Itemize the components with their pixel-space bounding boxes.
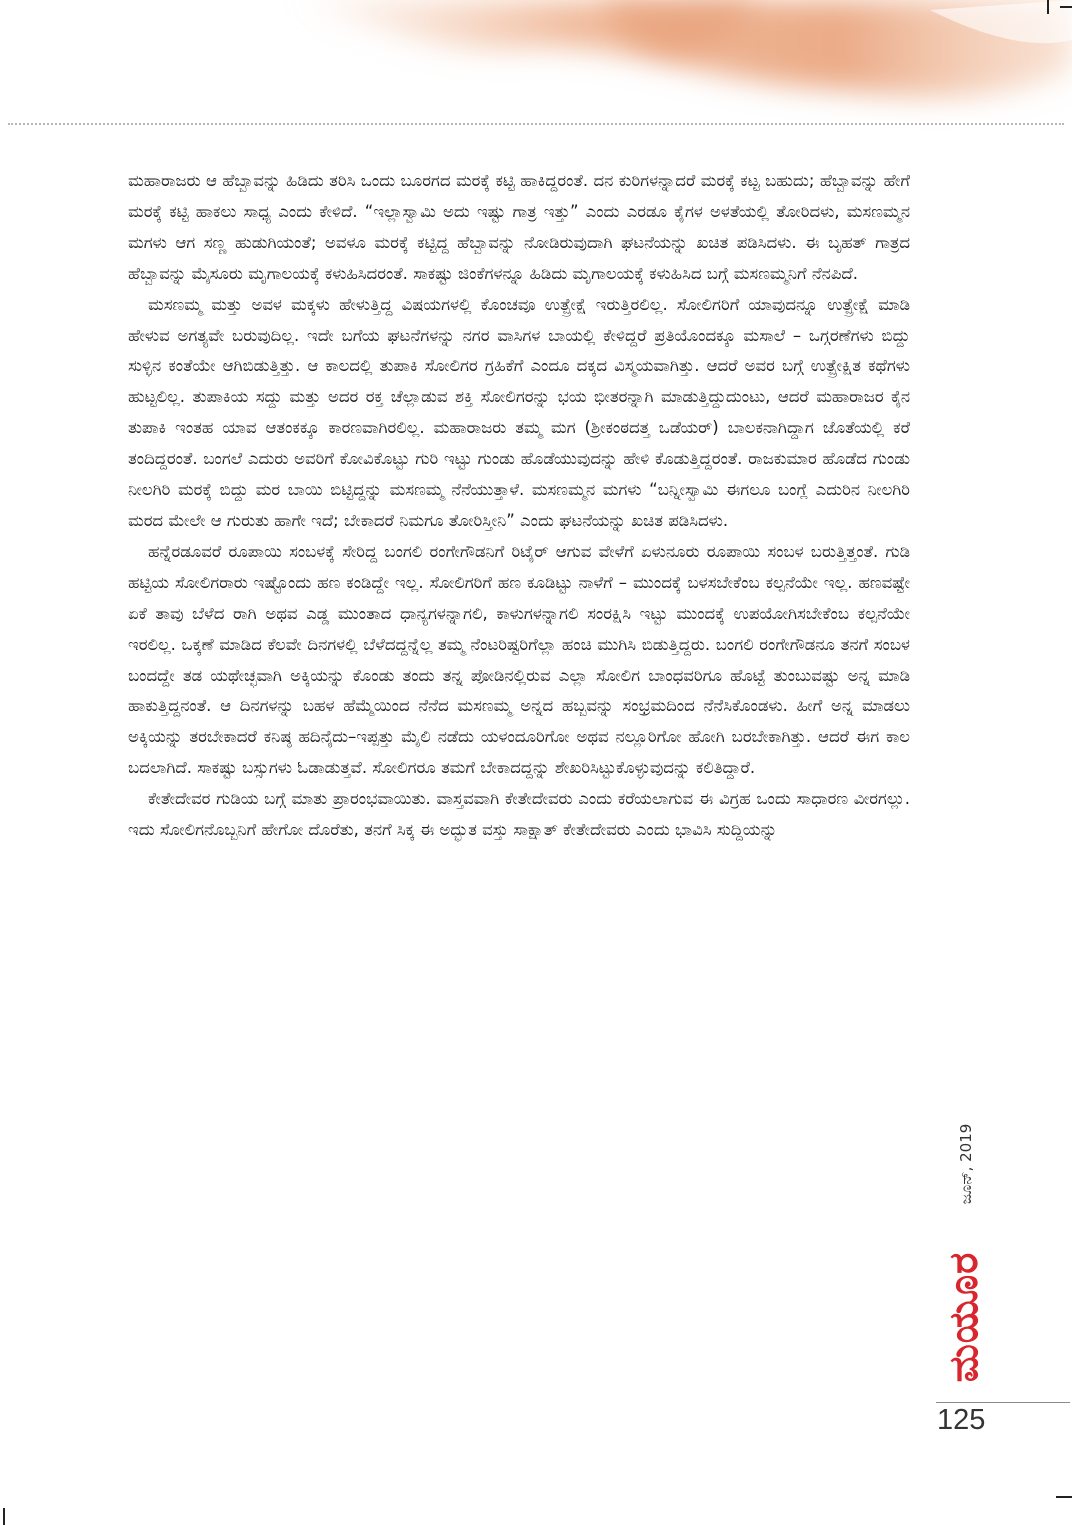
article-paragraph-2: ಮಸಣಮ್ಮ ಮತ್ತು ಅವಳ ಮಕ್ಕಳು ಹೇಳುತ್ತಿದ್ದ ವಿಷಯಗಳಲ್ಲಿ ಕೊಂಚವೂ ಉತ್ಪ್ರೇಕ್ಷೆ ಇರುತ್ತಿರಲಿಲ್ಲ. ಸೋಲಿಗರಿಗೆ ಯಾವುದನ್ನೂ ಉತ್ಪ್ರೇಕ್ಷೆ ಮಾಡಿ ಹೇಳುವ ಅಗತ್ಯವೇ ಬರುವುದಿಲ್ಲ. ಇದೇ ಬಗೆಯ ಘಟನೆಗಳನ್ನು ನಗರ ವಾಸಿಗಳ ಬಾಯಲ್ಲಿ ಕೇಳಿದ್ದರೆ ಪ್ರತಿಯೊಂದಕ್ಕೂ ಮಸಾಲೆ – ಒಗ್ಗರಣೆಗಳು ಬಿದ್ದು ಸುಳ್ಳಿನ ಕಂತೆಯೇ ಆಗಿಬಿಡುತ್ತಿತ್ತು. ಆ ಕಾಲದಲ್ಲಿ ತುಪಾಕಿ ಸೋಲಿಗರ ಗ್ರಹಿಕೆಗೆ ಎಂದೂ ದಕ್ಕದ ವಿಸ್ಮಯವಾಗಿತ್ತು. ಆದರೆ ಅವರ ಬಗ್ಗೆ ಉತ್ಪ್ರೇಕ್ಷಿತ ಕಥೆಗಳು ಹುಟ್ಟಲಿಲ್ಲ. ತುಪಾಕಿಯ ಸದ್ದು ಮತ್ತು ಅದರ ರಕ್ತ ಚೆಲ್ಲಾಡುವ ಶಕ್ತಿ ಸೋಲಿಗರನ್ನು ಭಯ ಭೀತರನ್ನಾಗಿ ಮಾಡುತ್ತಿದ್ದುದುಂಟು, ಆದರೆ ಮಹಾರಾಜರ ಕೈನ ತುಪಾಕಿ ಇಂತಹ ಯಾವ ಆತಂಕಕ್ಕೂ ಕಾರಣವಾಗಿರಲಿಲ್ಲ. ಮಹಾರಾಜರು ತಮ್ಮ ಮಗ (ಶ್ರೀಕಂಠದತ್ತ ಒಡೆಯರ್) ಬಾಲಕನಾಗಿದ್ದಾಗ ಜೊತೆಯಲ್ಲಿ ಕರೆ ತಂದಿದ್ದರಂತೆ. ಬಂಗಲೆ ಎದುರು ಅವರಿಗೆ ಕೋವಿಕೊಟ್ಟು ಗುರಿ ಇಟ್ಟು ಗುಂಡು ಹೊಡೆಯುವುದನ್ನು ಹೇಳಿ ಕೊಡುತ್ತಿದ್ದರಂತೆ. ರಾಜಕುಮಾರ ಹೊಡೆದ ಗುಂಡು ನೀಲಗಿರಿ ಮರಕ್ಕೆ ಬಿದ್ದು ಮರ ಬಾಯಿ ಬಿಟ್ಟಿದ್ದನ್ನು ಮಸಣಮ್ಮ ನೆನೆಯುತ್ತಾಳೆ. ಮಸಣಮ್ಮನ ಮಗಳು “ಬನ್ನೀಸ್ವಾಮಿ ಈಗಲೂ ಬಂಗ್ಲೆ ಎದುರಿನ ನೀಲಗಿರಿ ಮರದ ಮೇಲೇ ಆ ಗುರುತು ಹಾಗೇ ಇದೆ; ಬೇಕಾದರೆ ನಿಮಗೂ ತೋರಿಸ್ತೀನಿ” ಎಂದು ಘಟನೆಯನ್ನು ಖಚಿತ ಪಡಿಸಿದಳು. <box>128 294 910 530</box>
folio-rule <box>936 1402 1070 1403</box>
article-paragraph-1: ಮಹಾರಾಜರು ಆ ಹೆಬ್ಬಾವನ್ನು ಹಿಡಿದು ತರಿಸಿ ಒಂದು ಬೂರಗದ ಮರಕ್ಕೆ ಕಟ್ಟಿ ಹಾಕಿದ್ದರಂತೆ. ದನ ಕುರಿಗಳನ್ನಾದರೆ ಮರಕ್ಕೆ ಕಟ್ಟ ಬಹುದು; ಹೆಬ್ಬಾವನ್ನು ಹೇಗೆ ಮರಕ್ಕೆ ಕಟ್ಟಿ ಹಾಕಲು ಸಾಧ್ಯ ಎಂದು ಕೇಳಿದೆ. “ಇಲ್ಲಾಸ್ವಾಮಿ ಅದು ಇಷ್ಟು ಗಾತ್ರ ಇತ್ತು” ಎಂದು ಎರಡೂ ಕೈಗಳ ಅಳತೆಯಲ್ಲಿ ತೋರಿದಳು, ಮಸಣಮ್ಮನ ಮಗಳು ಆಗ ಸಣ್ಣ ಹುಡುಗಿಯಂತೆ; ಅವಳೂ ಮರಕ್ಕೆ ಕಟ್ಟಿದ್ದ ಹೆಬ್ಬಾವನ್ನು ನೋಡಿರುವುದಾಗಿ ಘಟನೆಯನ್ನು ಖಚಿತ ಪಡಿಸಿದಳು. ಈ ಬೃಹತ್ ಗಾತ್ರದ ಹೆಬ್ಬಾವನ್ನು ಮೈಸೂರು ಮೃಗಾಲಯಕ್ಕೆ ಕಳುಹಿಸಿದರಂತೆ. ಸಾಕಷ್ಟು ಜಿಂಕೆಗಳನ್ನೂ ಹಿಡಿದು ಮೃಗಾಲಯಕ್ಕೆ ಕಳುಹಿಸಿದ ಬಗ್ಗೆ ಮಸಣಮ್ಮನಿಗೆ ನೆನಪಿದೆ. <box>128 171 910 283</box>
magazine-title-vertical <box>936 1238 992 1396</box>
issue-date-vertical <box>952 1105 980 1223</box>
article-paragraph-3: ಹನ್ನೆರಡೂವರೆ ರೂಪಾಯಿ ಸಂಬಳಕ್ಕೆ ಸೇರಿದ್ದ ಬಂಗಲಿ ರಂಗೇಗೌಡನಿಗೆ ರಿಟೈರ್ ಆಗುವ ವೇಳೆಗೆ ಏಳುನೂರು ರೂಪಾಯಿ ಸಂಬಳ ಬರುತ್ತಿತ್ತಂತೆ. ಗುಡಿ ಹಟ್ಟಿಯ ಸೋಲಿಗರಾರು ಇಷ್ಟೊಂದು ಹಣ ಕಂಡಿದ್ದೇ ಇಲ್ಲ. ಸೋಲಿಗರಿಗೆ ಹಣ ಕೂಡಿಟ್ಟು ನಾಳೆಗೆ – ಮುಂದಕ್ಕೆ ಬಳಸಬೇಕೆಂಬ ಕಲ್ಪನೆಯೇ ಇಲ್ಲ. ಹಣವಷ್ಟೇ ಏಕೆ ತಾವು ಬೆಳೆದ ರಾಗಿ ಅಥವ ಎಡ್ಡ ಮುಂತಾದ ಧಾನ್ಯಗಳನ್ನಾಗಲಿ, ಕಾಳುಗಳನ್ನಾಗಲಿ ಸಂರಕ್ಷಿಸಿ ಇಟ್ಟು ಮುಂದಕ್ಕೆ ಉಪಯೋಗಿಸಬೇಕೆಂಬ ಕಲ್ಪನೆಯೇ ಇರಲಿಲ್ಲ. ಒಕ್ಕಣೆ ಮಾಡಿದ ಕೆಲವೇ ದಿನಗಳಲ್ಲಿ ಬೆಳೆದದ್ದನ್ನೆಲ್ಲ ತಮ್ಮ ನೆಂಟರಿಷ್ಟರಿಗೆಲ್ಲಾ ಹಂಚಿ ಮುಗಿಸಿ ಬಿಡುತ್ತಿದ್ದರು. ಬಂಗಲಿ ರಂಗೇಗೌಡನೂ ತನಗೆ ಸಂಬಳ ಬಂದದ್ದೇ ತಡ ಯಥೇಚ್ಛವಾಗಿ ಅಕ್ಕಿಯನ್ನು ಕೊಂಡು ತಂದು ತನ್ನ ಪೋಡಿನಲ್ಲಿರುವ ಎಲ್ಲಾ ಸೋಲಿಗ ಬಾಂಧವರಿಗೂ ಹೊಟ್ಟೆ ತುಂಬುವಷ್ಟು ಅನ್ನ ಮಾಡಿ ಹಾಕುತ್ತಿದ್ದನಂತೆ. ಆ ದಿನಗಳನ್ನು ಬಹಳ ಹೆಮ್ಮೆಯಿಂದ ನೆನೆದ ಮಸಣಮ್ಮ ಅನ್ನದ ಹಬ್ಬವನ್ನು ಸಂಭ್ರಮದಿಂದ ನೆನೆಸಿಕೊಂಡಳು. ಹೀಗೆ ಅನ್ನ ಮಾಡಲು ಅಕ್ಕಿಯನ್ನು ತರಬೇಕಾದರೆ ಕನಿಷ್ಠ ಹದಿನೈದು–ಇಪ್ಪತ್ತು ಮೈಲಿ ನಡೆದು ಯಳಂದೂರಿಗೋ ಅಥವ ನಲ್ಲೂರಿಗೋ ಹೋಗಿ ಬರಬೇಕಾಗಿತ್ತು. ಆದರೆ ಈಗ ಕಾಲ ಬದಲಾಗಿದೆ. ಸಾಕಷ್ಟು ಬಸ್ಸುಗಳು ಓಡಾಡುತ್ತವೆ. ಸೋಲಿಗರೂ ತಮಗೆ ಬೇಕಾದದ್ದನ್ನು ಶೇಖರಿಸಿಟ್ಟುಕೊಳ್ಳುವುದನ್ನು ಕಲಿತಿದ್ದಾರೆ. <box>128 541 910 778</box>
crop-mark-bottom-right <box>1056 1496 1072 1498</box>
crop-mark-bottom-left <box>3 1508 5 1525</box>
issue-date: ಜೂನ್, 2019 <box>957 1123 975 1205</box>
header-watercolor-wash <box>0 0 1072 140</box>
article-body <box>128 166 910 846</box>
header-dotted-rule <box>8 123 1064 125</box>
magazine-title: ಮಯೂರ <box>941 1251 987 1383</box>
page-number: 125 <box>937 1404 986 1436</box>
article-paragraph-4: ಕೇತೇದೇವರ ಗುಡಿಯ ಬಗ್ಗೆ ಮಾತು ಪ್ರಾರಂಭವಾಯಿತು. ವಾಸ್ತವವಾಗಿ ಕೇತೇದೇವರು ಎಂದು ಕರೆಯಲಾಗುವ ಈ ವಿಗ್ರಹ ಒಂದು ಸಾಧಾರಣ ವೀರಗಲ್ಲು. ಇದು ಸೋಲಿಗನೊಬ್ಬನಿಗೆ ಹೇಗೋ ದೊರೆತು, ತನಗೆ ಸಿಕ್ಕ ಈ ಅದ್ಭುತ ವಸ್ತು ಸಾಕ್ಷಾತ್ ಕೇತೇದೇವರು ಎಂದು ಭಾವಿಸಿ ಸುದ್ದಿಯನ್ನು <box>128 789 910 840</box>
watercolor-decoration <box>0 0 1072 140</box>
crop-mark-top-right-h <box>1060 6 1072 8</box>
crop-mark-top-right <box>1047 0 1049 14</box>
